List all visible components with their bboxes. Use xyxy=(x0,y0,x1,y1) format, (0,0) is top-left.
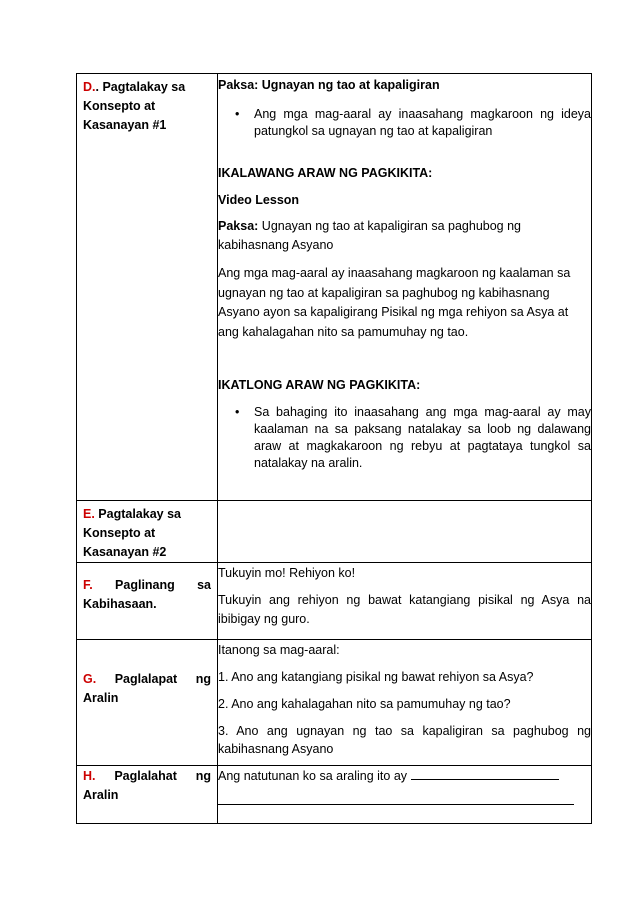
questions-intro: Itanong sa mag-aaral: xyxy=(218,643,340,657)
question-item: 2. Ano ang kahalagahan nito sa pamumuhay ng tao? xyxy=(218,697,511,711)
answer-blank[interactable] xyxy=(411,779,559,780)
row-label-d xyxy=(77,74,217,135)
row-letter: G. xyxy=(83,672,97,686)
row-label-h xyxy=(77,766,217,805)
row-letter: D. xyxy=(83,80,96,94)
table-row xyxy=(77,640,592,766)
row-label-line: Aralin xyxy=(83,691,119,705)
list-item: • Sa bahaging ito inaasahang ang mga mag-aaral ay may kaalaman na sa paksang natalakay sa loob ng dalawang araw at magkakaroon ng rebyu at pagtataya tungkol sa natalakay na aralin. xyxy=(218,404,591,472)
question-item: 1. Ano ang katangiang pisikal ng bawat rehiyon sa Asya? xyxy=(218,670,534,684)
row-content-cell xyxy=(218,501,592,563)
row-label-f xyxy=(77,563,217,614)
row-label-cell xyxy=(77,766,218,824)
table-row xyxy=(77,766,592,824)
row-label-cell xyxy=(77,640,218,766)
row-label-text: Pagtalakay sa Konsepto at Kasanayan #2 xyxy=(83,507,181,559)
video-lesson-heading: Video Lesson xyxy=(218,193,300,207)
day-two-heading: IKALAWANG ARAW NG PAGKIKITA: xyxy=(218,166,433,180)
row-content-cell xyxy=(218,74,592,501)
row-label-word: ng xyxy=(195,672,211,686)
row-label-e xyxy=(77,501,217,562)
row-label-line xyxy=(83,576,211,595)
row-letter: F. xyxy=(83,578,93,592)
reflection-prompt xyxy=(218,767,591,785)
objective-paragraph: Ang mga mag-aaral ay inaasahang magkaroon ng kaalaman sa ugnayan ng tao at kapaligiran sa paghubog ng kabihasnang Asyano ayon sa kapaligirang Pisikal ng mga rehiyon sa Asya at ang kahalagahan nito sa pamumuhay ng tao. xyxy=(218,266,571,339)
activity-instruction: Tukuyin ang rehiyon ng bawat katangiang pisikal ng Asya na ibibigay ng guro. xyxy=(218,593,591,626)
row-label-cell xyxy=(77,74,218,501)
row-letter: E. xyxy=(83,507,95,521)
topic-paragraph xyxy=(218,217,591,255)
table-row xyxy=(77,74,592,501)
list-item: • Ang mga mag-aaral ay inaasahang magkaroon ng ideya patungkol sa ugnayan ng tao at kapaligiran xyxy=(218,106,591,140)
topic-text: Ugnayan ng tao at kapaligiran sa paghubog ng kabihasnang Asyano xyxy=(218,219,522,252)
row-content-cell xyxy=(218,563,592,640)
reflection-prompt-text: Ang natutunan ko sa araling ito ay xyxy=(218,769,408,783)
row-label-line: Aralin xyxy=(83,788,119,802)
row-label-g xyxy=(77,640,217,708)
row-letter: H. xyxy=(83,769,96,783)
row-label-line xyxy=(83,670,211,689)
row-label-text: . Pagtalakay sa Konsepto at Kasanayan #1 xyxy=(83,80,186,132)
row-label-word: Paglalahat xyxy=(114,769,177,783)
row-label-word: sa xyxy=(197,578,211,592)
day-three-heading: IKATLONG ARAW NG PAGKIKITA: xyxy=(218,378,421,392)
row-label-line xyxy=(83,767,211,786)
row-label-word: Paglinang xyxy=(115,578,175,592)
table-row xyxy=(77,501,592,563)
activity-title: Tukuyin mo! Rehiyon ko! xyxy=(218,566,356,580)
row-label-word: Paglalapat xyxy=(114,672,178,686)
row-content-cell xyxy=(218,640,592,766)
topic-label: Paksa: xyxy=(218,219,259,233)
bullet-list xyxy=(218,106,591,140)
bullet-list xyxy=(218,404,591,472)
lesson-plan-table xyxy=(76,73,592,824)
row-label-cell xyxy=(77,501,218,563)
row-label-word: ng xyxy=(195,769,211,783)
question-item: 3. Ano ang ugnayan ng tao sa kapaligiran sa paghubog ng kabihasnang Asyano xyxy=(218,724,591,756)
row-label-line: Kabihasaan. xyxy=(83,597,157,611)
topic-heading: Paksa: Ugnayan ng tao at kapaligiran xyxy=(218,78,440,92)
row-label-cell xyxy=(77,563,218,640)
table-row xyxy=(77,563,592,640)
row-content-cell xyxy=(218,766,592,824)
answer-blank-line[interactable] xyxy=(218,804,574,805)
